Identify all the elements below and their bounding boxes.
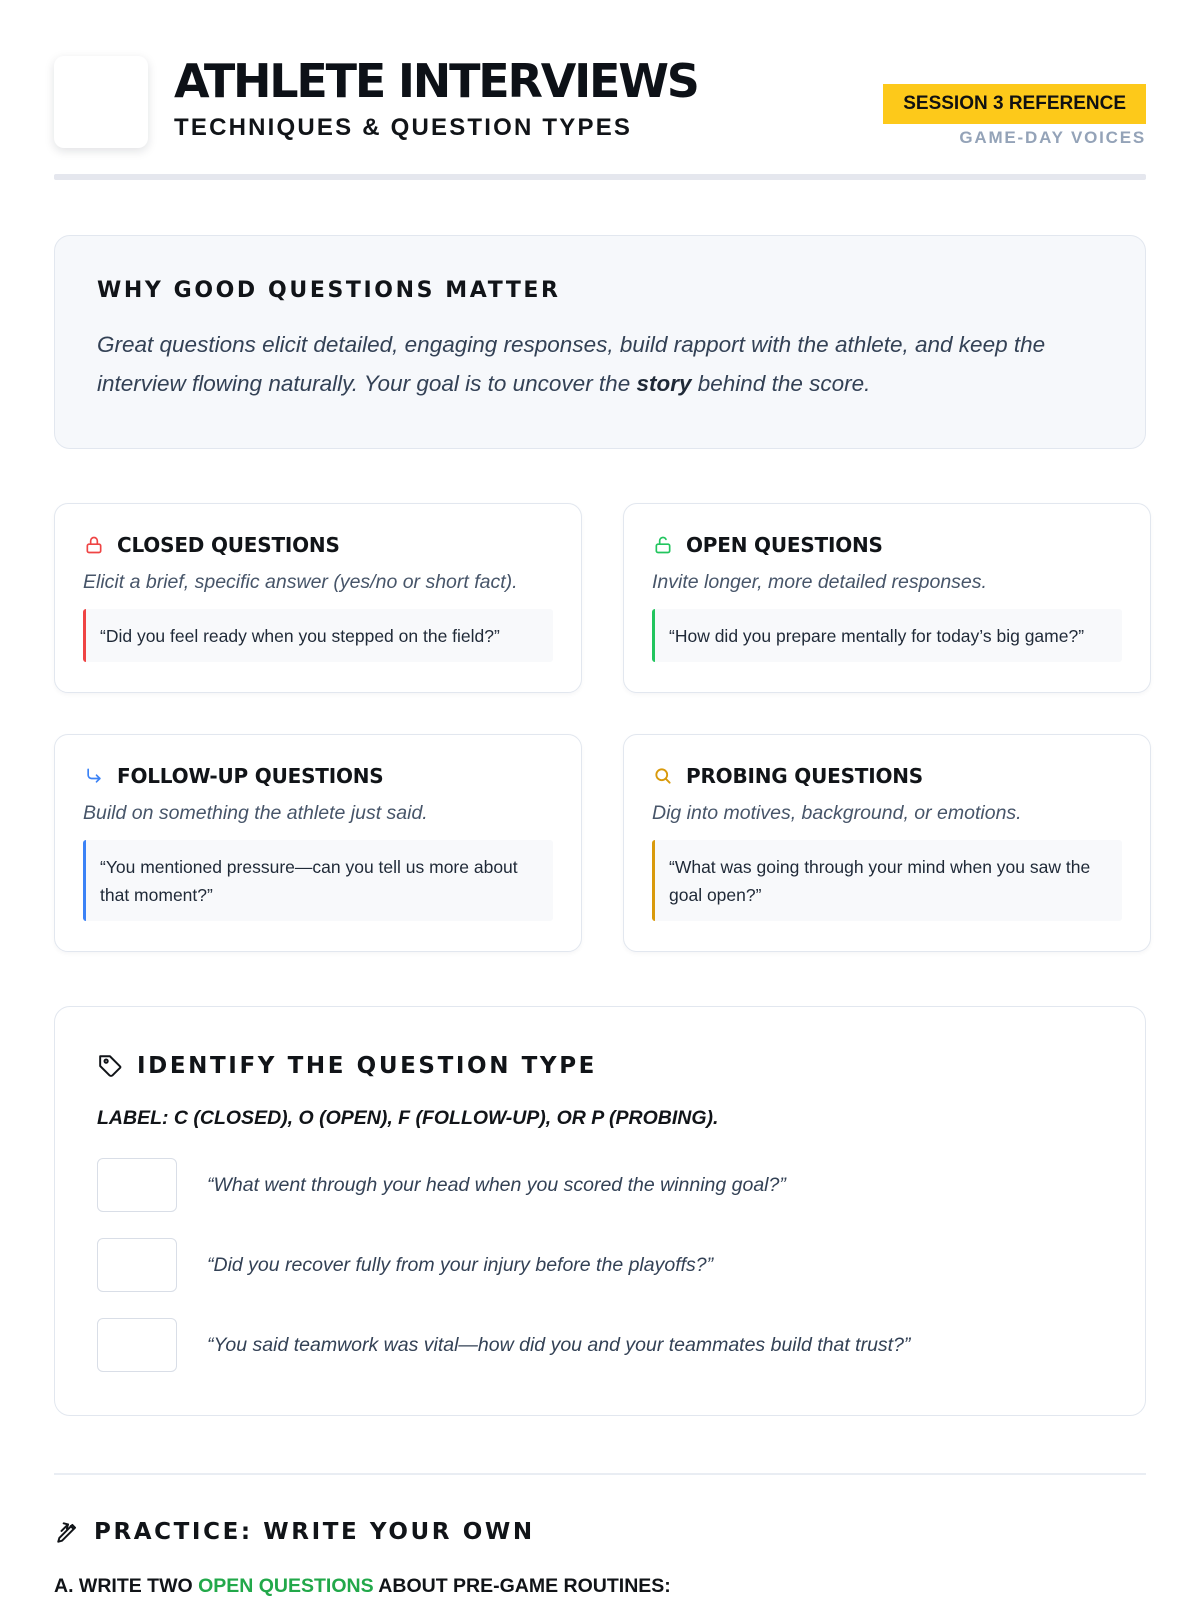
practice-heading (54, 1517, 535, 1547)
practice-title: PRACTICE: WRITE YOUR OWN (94, 1519, 535, 1545)
pen-icon (54, 1518, 82, 1546)
card-title: FOLLOW-UP QUESTIONS (117, 764, 384, 788)
header-divider (54, 174, 1146, 180)
prompt-text: A. WRITE TWO (54, 1575, 199, 1597)
answer-input[interactable] (97, 1318, 177, 1372)
practice-prompt-a (54, 1575, 671, 1598)
page-title: ATHLETE INTERVIEWS (174, 54, 698, 108)
search-icon (652, 765, 674, 787)
tag-icon (97, 1052, 125, 1080)
logo-placeholder (54, 56, 148, 148)
identify-item (97, 1318, 1103, 1372)
intro-body-end: behind the score. (691, 371, 871, 396)
identify-quote: “You said teamwork was vital—how did you and your teammates build that trust?” (207, 1333, 911, 1356)
card-description: Elicit a brief, specific answer (yes/no or short fact). (83, 571, 518, 593)
card-title: PROBING QUESTIONS (686, 764, 924, 788)
identify-item (97, 1158, 1103, 1212)
identify-instruction: LABEL: C (CLOSED), O (OPEN), F (FOLLOW-UP), OR P (PROBING). (97, 1107, 719, 1129)
identify-title: IDENTIFY THE QUESTION TYPE (137, 1053, 597, 1079)
intro-body (97, 325, 1103, 403)
identify-list (97, 1158, 1103, 1372)
card-open-questions (623, 503, 1151, 693)
intro-panel (54, 235, 1146, 449)
page-header (54, 0, 1146, 182)
card-description: Build on something the athlete just said. (83, 802, 428, 824)
card-example-quote: “What was going through your mind when you saw the goal open?” (652, 840, 1122, 921)
intro-heading: WHY GOOD QUESTIONS MATTER (97, 278, 561, 303)
card-title: OPEN QUESTIONS (686, 533, 883, 557)
prompt-text-end: ABOUT PRE-GAME ROUTINES: (373, 1575, 671, 1597)
lock-icon (83, 534, 105, 556)
intro-body-emphasis: story (636, 371, 692, 396)
answer-input[interactable] (97, 1238, 177, 1292)
card-description: Dig into motives, background, or emotions. (652, 802, 1022, 824)
identify-item (97, 1238, 1103, 1292)
session-tag: GAME-DAY VOICES (959, 128, 1146, 147)
prompt-highlight: OPEN QUESTIONS (198, 1575, 374, 1597)
card-example-quote: “Did you feel ready when you stepped on the field?” (83, 609, 553, 662)
card-example-quote: “How did you prepare mentally for today’s big game?” (652, 609, 1122, 662)
unlock-icon (652, 534, 674, 556)
identify-section (54, 1006, 1146, 1416)
intro-body-text: Great questions elicit detailed, engaging responses, build rapport with the athlete, and keep the interview flowing naturally. Your goal is to uncover the (97, 332, 1046, 396)
page-subtitle: TECHNIQUES & QUESTION TYPES (174, 114, 633, 141)
card-description: Invite longer, more detailed responses. (652, 571, 987, 593)
identify-quote: “Did you recover fully from your injury before the playoffs?” (207, 1253, 714, 1276)
section-divider (54, 1473, 1146, 1475)
identify-quote: “What went through your head when you scored the winning goal?” (207, 1173, 786, 1196)
card-probing-questions (623, 734, 1151, 952)
card-example-quote: “You mentioned pressure—can you tell us more about that moment?” (83, 840, 553, 921)
card-title: CLOSED QUESTIONS (117, 533, 340, 557)
corner-down-right-icon (83, 765, 105, 787)
session-badge: SESSION 3 REFERENCE (883, 84, 1146, 124)
card-follow-up-questions (54, 734, 582, 952)
card-closed-questions (54, 503, 582, 693)
answer-input[interactable] (97, 1158, 177, 1212)
